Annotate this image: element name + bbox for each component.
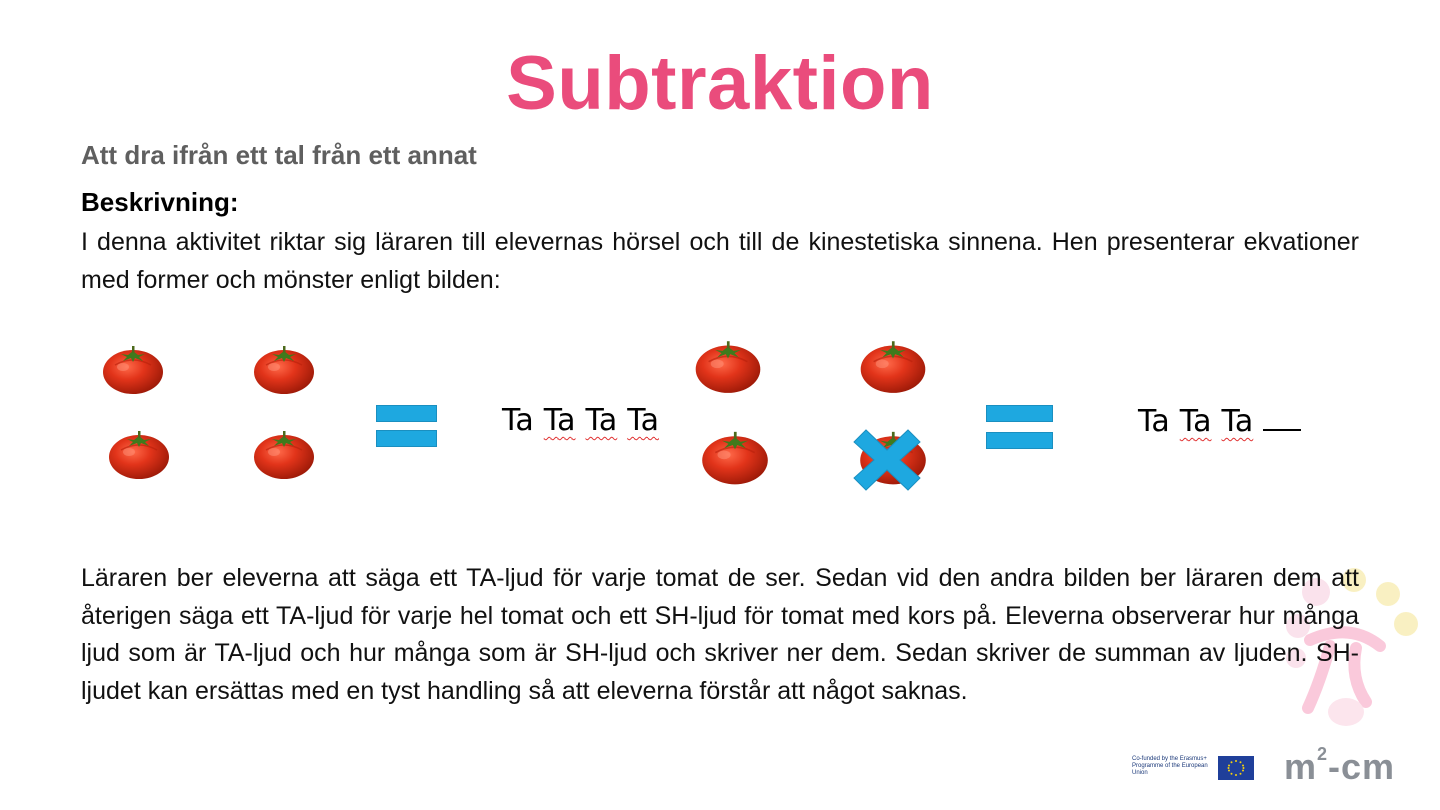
tomato-icon xyxy=(693,338,763,394)
m2cm-logo: $m^2-cm$ xyxy=(1284,744,1396,787)
eu-cofunding-text: Co-funded by the Erasmus+ Programme of the European Union xyxy=(1132,756,1208,776)
tomato-icon xyxy=(858,338,928,394)
equals-icon xyxy=(986,405,1053,451)
sound-word: Ta xyxy=(1221,404,1254,439)
sound-word: Ta xyxy=(585,403,618,438)
answer-blank xyxy=(1263,405,1301,431)
description-heading: Beskrivning: xyxy=(81,187,239,217)
sound-word: Ta xyxy=(1179,404,1212,439)
tomato-icon xyxy=(700,428,770,486)
subtitle: Att dra ifrån ett tal från ett annat xyxy=(81,140,477,170)
sound-word: Ta xyxy=(1138,404,1170,439)
tomato-icon xyxy=(252,428,316,480)
tomato-icon xyxy=(101,343,165,395)
sound-word: Ta xyxy=(502,403,534,438)
eu-flag-icon xyxy=(1218,756,1254,780)
sound-sequence-1 xyxy=(502,403,669,438)
intro-paragraph: I denna aktivitet riktar sig läraren till elevernas hörsel och till de kinestetiska sinnena. Hen presenterar ekvationer med former och mönster enligt bilden: xyxy=(81,228,1359,294)
cross-icon xyxy=(850,428,924,492)
sound-word: Ta xyxy=(627,403,659,438)
sound-sequence-2 xyxy=(1138,404,1301,439)
tomato-icon xyxy=(252,343,316,395)
body-paragraph: Läraren ber eleverna att säga ett TA-ljud för varje tomat de ser. Sedan vid den andra bilden ber läraren dem att återigen säga ett TA-ljud för varje hel tomat och ett SH-ljud för tomat med kors på. Eleverna observerar hur många ljud som är TA-ljud och hur många som är SH-ljud och skriver ner dem. Sedan skriver de summan av ljuden. SH-ljudet kan ersättas med en tyst handling så att eleverna förstår att något saknas. xyxy=(81,564,1359,705)
tomato-icon xyxy=(107,428,171,480)
equals-icon xyxy=(376,405,437,449)
page-title: Subtraktion xyxy=(506,41,934,126)
sound-word: Ta xyxy=(543,403,576,438)
